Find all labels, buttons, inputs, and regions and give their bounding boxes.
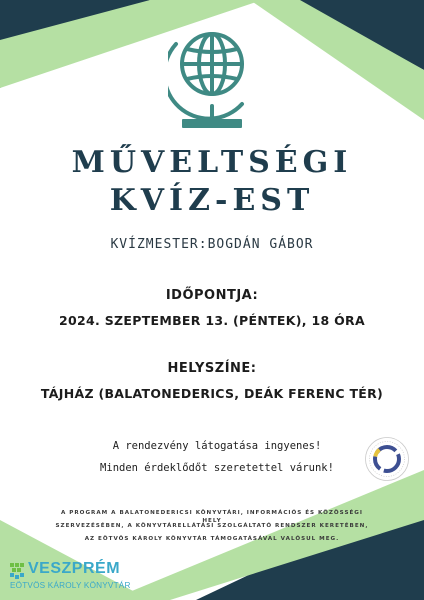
event-title-line1: MŰVELTSÉGI [71, 145, 353, 180]
notice-welcome: Minden érdeklődőt szeretettel várunk! [100, 462, 334, 474]
time-label: IDŐPONTJA: [165, 288, 259, 303]
footer-line2: SZERVEZÉSÉBEN, A KÖNYVTÁRELLÁTÁSI SZOLGÁLTATÓ RENDSZER KERETÉBEN, [55, 523, 369, 529]
place-value: TÁJHÁZ (BALATONEDERICS, DEÁK FERENC TÉR) [40, 386, 384, 401]
logo-subtitle: EÖTVÖS KÁROLY KÖNYVTÁR [10, 581, 131, 590]
library-seal-icon [364, 436, 410, 482]
footer-line1: A PROGRAM A BALATONEDERICSI KÖNYVTÁRI, INFORMÁCIÓS ÉS KÖZÖSSÉGI HELY [61, 510, 363, 524]
quizmaster-line: KVÍZMESTER:BOGDÁN GÁBOR [110, 237, 314, 252]
globe-icon [168, 22, 256, 134]
event-title-line2: KVÍZ-EST [109, 183, 315, 218]
logo-name: VESZPRÉM [28, 560, 121, 577]
time-value: 2024. SZEPTEMBER 13. (PÉNTEK), 18 ÓRA [59, 313, 365, 328]
place-label: HELYSZÍNE: [167, 361, 257, 376]
footer-line3: AZ EÖTVÖS KÁROLY KÖNYVTÁR TÁMOGATÁSÁVAL VALÓSUL MEG. [84, 536, 340, 542]
notice-free-entry: A rendezvény látogatása ingyenes! [112, 440, 322, 452]
